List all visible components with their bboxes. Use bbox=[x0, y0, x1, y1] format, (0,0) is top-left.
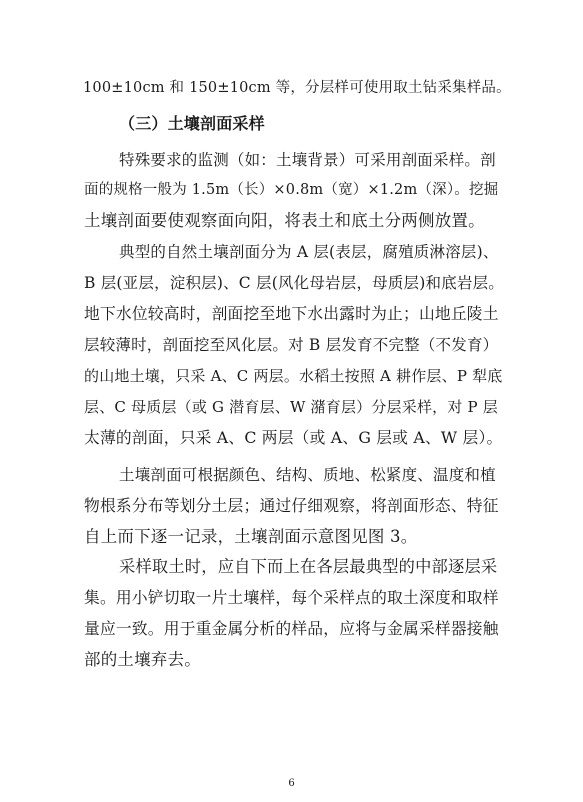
paragraph-line: 的山地土壤，只采 A、C 两层。水稻土按照 A 耕作层、P 犁底 bbox=[84, 367, 503, 385]
paragraph-line: B 层(亚层，淀积层)、C 层(风化母岩层，母质层)和底岩层。 bbox=[84, 274, 504, 292]
paragraph-line: 地下水位较高时，剖面挖至地下水出露时为止；山地丘陵土 bbox=[84, 304, 499, 323]
paragraph-line: 自上而下逐一记录，土壤剖面示意图见图 3。 bbox=[84, 527, 418, 546]
paragraph-line: 物根系分布等划分土层；通过仔细观察，将剖面形态、特征 bbox=[84, 496, 499, 515]
paragraph-line: 部的土壤弃去。 bbox=[84, 650, 201, 669]
page-number: 6 bbox=[288, 778, 295, 789]
paragraph-line: 特殊要求的监测（如：土壤背景）可采用剖面采样。剖 bbox=[119, 151, 496, 169]
paragraph-line: 面的规格一般为 1.5m（长）×0.8m（宽）×1.2m（深）。挖掘 bbox=[84, 182, 499, 198]
paragraph-line: 量应一致。用于重金属分析的样品，应将与金属采样器接触 bbox=[84, 619, 499, 638]
paragraph-line: 层、C 母质层（或 G 潜育层、W 潴育层）分层采样，对 P 层 bbox=[84, 398, 498, 416]
paragraph-line: 层较薄时，剖面挖至风化层。对 B 层发育不完整（不发育） bbox=[84, 336, 499, 354]
paragraph-line: 100±10cm 和 150±10cm 等，分层样可使用取土钻采集样品。 bbox=[83, 80, 511, 96]
section-heading: （三）土壤剖面采样 bbox=[119, 114, 265, 133]
paragraph-line: 典型的自然土壤剖面分为 A 层(表层，腐殖质淋溶层)、 bbox=[119, 243, 499, 261]
paragraph-line: 土壤剖面可根据颜色、结构、质地、松紧度、温度和植 bbox=[119, 466, 496, 484]
paragraph-line: 太薄的剖面，只采 A、C 两层（或 A、G 层或 A、W 层）。 bbox=[84, 428, 503, 447]
paragraph-line: 集。用小铲切取一片土壤样，每个采样点的取土深度和取样 bbox=[84, 588, 499, 607]
paragraph-line: 采样取土时，应自下而上在各层最典型的中部逐层采 bbox=[119, 557, 498, 576]
paragraph-line: 土壤剖面要使观察面向阳，将表土和底土分两侧放置。 bbox=[84, 211, 485, 230]
